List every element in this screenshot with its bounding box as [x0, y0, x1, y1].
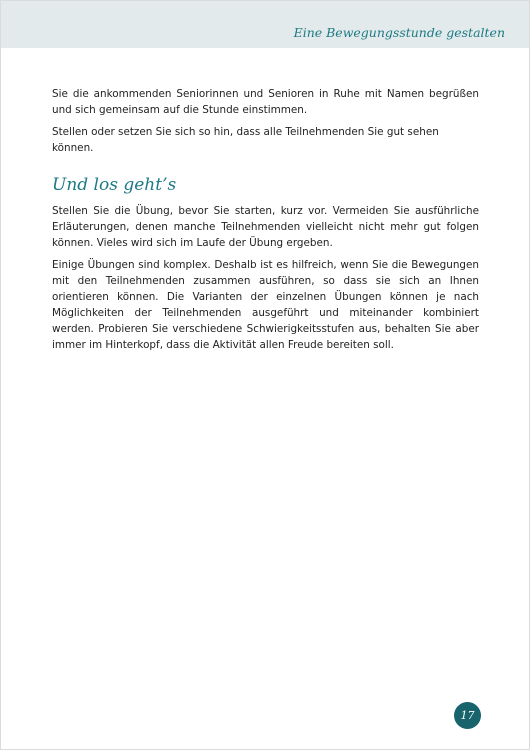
body-paragraph: Einige Übungen sind komplex. Deshalb ist es hilfreich, wenn Sie die Bewegungen mit den Teilnehmenden zusammen ausführen, so dass sie sich an Ihnen orientieren können. Die Varianten der einzelnen Übungen können je nach Möglichkeiten der Teilnehmenden ausgeführt und miteinander kombiniert werden. Probieren Sie verschiedene Schwierigkeitsstufen aus, behalten Sie aber immer im Hinterkopf, dass die Aktivität allen Freude bereiten soll. — [52, 259, 479, 351]
running-header-title: Eine Bewegungsstunde gestalten — [293, 25, 505, 40]
section-heading: Und los geht’s — [52, 175, 177, 195]
header-band — [1, 1, 529, 48]
page-number-badge: 17 — [454, 702, 481, 729]
intro-paragraph: Stellen oder setzen Sie sich so hin, dass alle Teilnehmenden Sie gut sehen können. — [52, 126, 439, 154]
intro-paragraph: Sie die ankommenden Seniorinnen und Senioren in Ruhe mit Namen begrüßen und sich gemeinsam auf die Stunde einstimmen. — [52, 88, 479, 116]
body-paragraph: Stellen Sie die Übung, bevor Sie starten, kurz vor. Vermeiden Sie ausführliche Erläuterungen, denen manche Teilnehmenden vielleicht nicht mehr gut folgen können. Vieles wird sich im Laufe der Übung ergeben. — [52, 205, 479, 249]
page-content — [52, 86, 479, 359]
